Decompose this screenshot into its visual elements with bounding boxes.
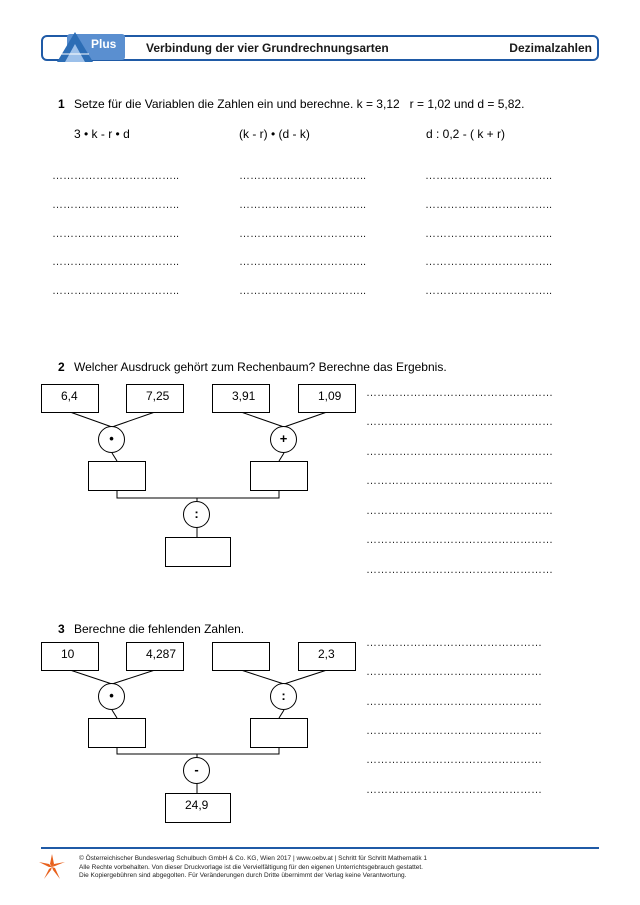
task1-answer-line-2-5[interactable]: …………………………….. [239, 285, 367, 297]
tree3-leaf-4: 2,3 [298, 642, 356, 671]
tree2-op-plus: + [270, 426, 297, 453]
task1-answer-line-1-4[interactable]: …………………………….. [52, 256, 180, 268]
task2-answer-line-1-6[interactable]: …………………………………………… [366, 534, 553, 546]
tree2-leaf-3: 3,91 [212, 384, 270, 413]
task1-answer-line-3-2[interactable]: …………………………….. [425, 199, 553, 211]
task1-expression-3: d : 0,2 - ( k + r) [426, 127, 506, 141]
tree3-leaf-1: 10 [41, 642, 99, 671]
task1-answer-line-2-3[interactable]: …………………………….. [239, 228, 367, 240]
task2-answer-line-1-7[interactable]: …………………………………………… [366, 564, 553, 576]
page-title: Verbindung der vier Grundrechnungsarten [146, 41, 389, 55]
task2-number: 2 [58, 360, 65, 374]
tree2-leaf-4: 1,09 [298, 384, 356, 413]
tree3-leaf-2: 4,287 [126, 642, 184, 671]
task1-answer-line-1-5[interactable]: …………………………….. [52, 285, 180, 297]
task3-answer-line-1-1[interactable]: ………………………………………… [366, 637, 542, 649]
task1-answer-line-3-5[interactable]: …………………………….. [425, 285, 553, 297]
task3-answer-line-1-2[interactable]: ………………………………………… [366, 666, 542, 678]
footer-line-2: Alle Rechte vorbehalten. Von dieser Druckvorlage ist die Vervielfältigung für den eigenen Unterrichtsgebrauch gestattet. [79, 863, 423, 871]
tree2-op-divide: : [183, 501, 210, 528]
task3-answer-line-1-5[interactable]: ………………………………………… [366, 754, 542, 766]
task2-answer-line-1-2[interactable]: …………………………………………… [366, 416, 553, 428]
task1-answer-line-3-3[interactable]: …………………………….. [425, 228, 553, 240]
task3-answer-line-1-6[interactable]: ………………………………………… [366, 784, 542, 796]
tree3-op-multiply: • [98, 683, 125, 710]
task1-answer-line-3-4[interactable]: …………………………….. [425, 256, 553, 268]
topic-label: Dezimalzahlen [509, 41, 592, 55]
task1-answer-line-2-1[interactable]: …………………………….. [239, 170, 367, 182]
logo-label: Plus [91, 37, 117, 51]
task1-answer-line-3-1[interactable]: …………………………….. [425, 170, 553, 182]
footer-rule [41, 847, 599, 849]
footer-line-1: © Österreichischer Bundesverlag Schulbuch GmbH & Co. KG, Wien 2017 | www.oebv.at | Schritt für Schritt Mathematik 1 [79, 855, 427, 862]
tree3-mid-right[interactable] [250, 718, 308, 748]
tree3-leaf-3[interactable] [212, 642, 270, 671]
task1-instruction: Setze für die Variablen die Zahlen ein und berechne. k = 3,12 r = 1,02 und d = 5,82. [74, 97, 525, 111]
task3-instruction: Berechne die fehlenden Zahlen. [74, 622, 245, 636]
task2-answer-line-1-3[interactable]: …………………………………………… [366, 446, 553, 458]
task1-answer-line-1-1[interactable]: …………………………….. [52, 170, 180, 182]
tree2-op-multiply: • [98, 426, 125, 453]
tree2-leaf-1: 6,4 [41, 384, 99, 413]
tree3-op-divide: : [270, 683, 297, 710]
task1-number: 1 [58, 97, 65, 111]
footer-copyright [79, 855, 427, 881]
task3-answer-line-1-3[interactable]: ………………………………………… [366, 696, 542, 708]
task1-answer-line-1-3[interactable]: …………………………….. [52, 228, 180, 240]
task2-answer-line-1-5[interactable]: …………………………………………… [366, 505, 553, 517]
footer-line-3: Die Kopiergebühren sind abgegolten. Für Veränderungen durch Dritte übernimmt der Verlag keine Verantwortung. [79, 872, 407, 879]
tree3-op-minus: - [183, 757, 210, 784]
task1-expression-2: (k - r) • (d - k) [239, 127, 310, 141]
tree2-leaf-2: 7,25 [126, 384, 184, 413]
tree3-mid-left[interactable] [88, 718, 146, 748]
tree2-result[interactable] [165, 537, 231, 567]
task2-answer-line-1-4[interactable]: …………………………………………… [366, 475, 553, 487]
task1-answer-line-2-2[interactable]: …………………………….. [239, 199, 367, 211]
tree2-mid-right[interactable] [250, 461, 308, 491]
task2-instruction: Welcher Ausdruck gehört zum Rechenbaum? Berechne das Ergebnis. [74, 360, 447, 374]
tree3-result: 24,9 [165, 793, 231, 823]
task3-number: 3 [58, 622, 65, 636]
task1-answer-line-2-4[interactable]: …………………………….. [239, 256, 367, 268]
task2-answer-line-1-1[interactable]: …………………………………………… [366, 387, 553, 399]
task3-answer-line-1-4[interactable]: ………………………………………… [366, 725, 542, 737]
publisher-logo-icon [38, 853, 66, 881]
tree2-mid-left[interactable] [88, 461, 146, 491]
task1-expression-1: 3 • k - r • d [74, 127, 130, 141]
task1-answer-line-1-2[interactable]: …………………………….. [52, 199, 180, 211]
